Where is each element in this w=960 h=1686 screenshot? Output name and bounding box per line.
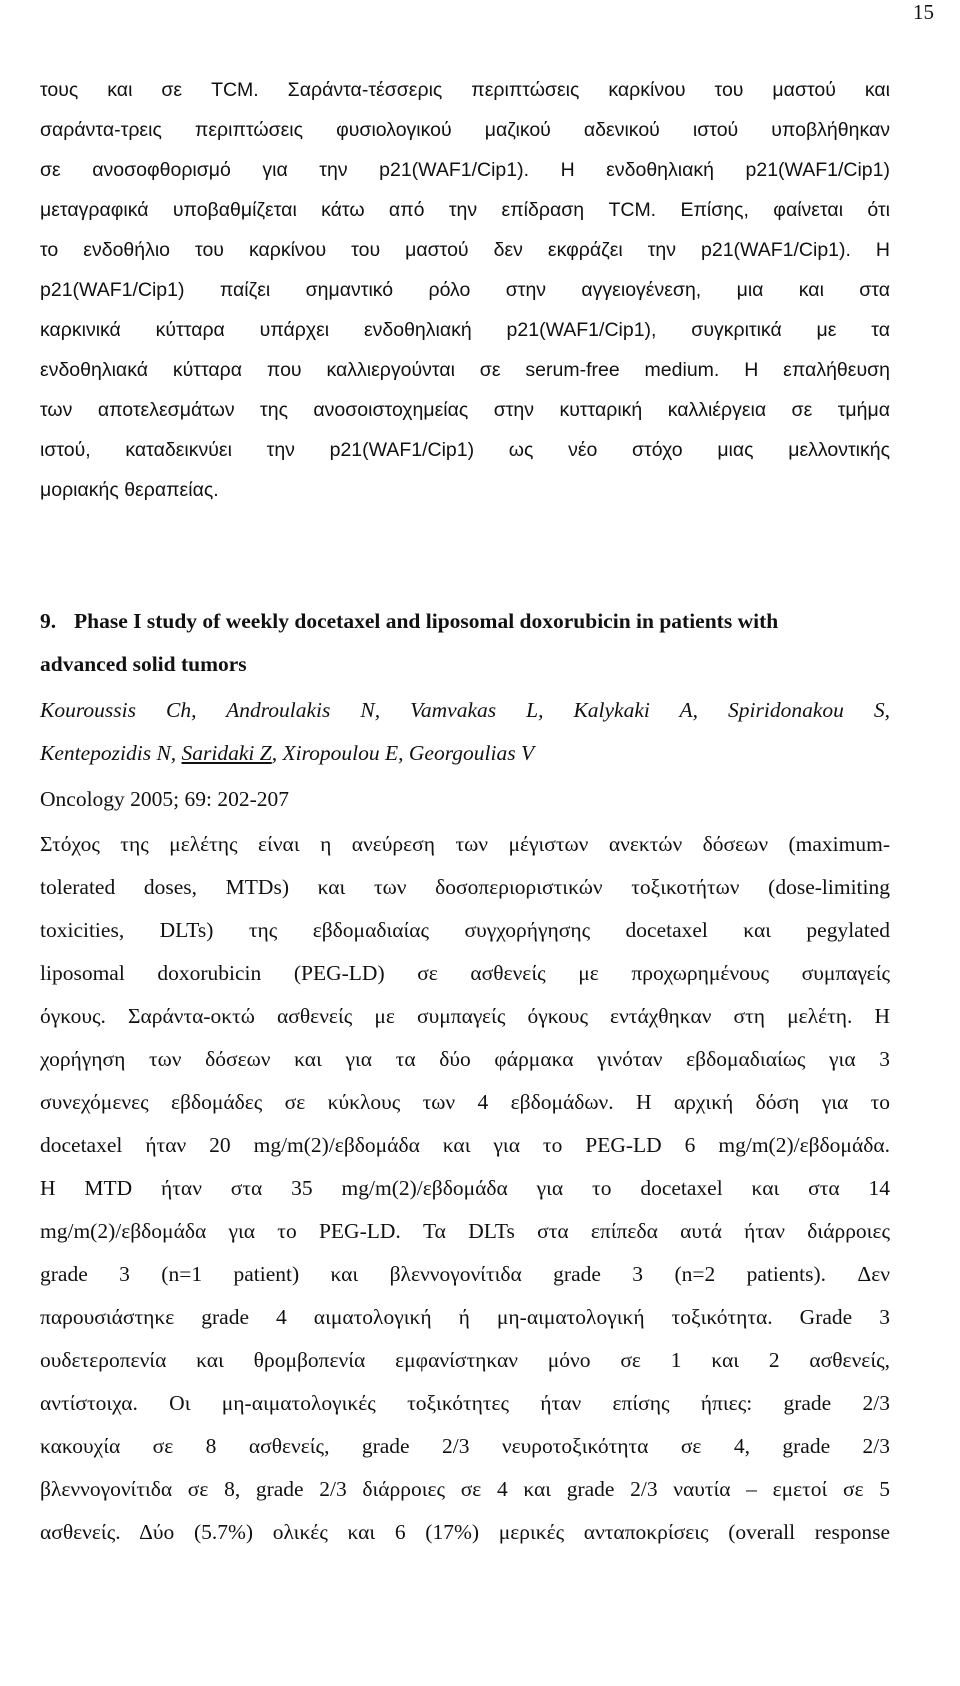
authors-text: Kentepozidis N, bbox=[40, 741, 182, 765]
abstract-line: grade 3 (n=1 patient) και βλεννογονίτιδα grade 3 (n=2 patients). Δεν bbox=[40, 1262, 890, 1286]
abstract-line: tolerated doses, MTDs) και των δοσοπεριοριστικών τοξικοτήτων (dose-limiting bbox=[40, 875, 890, 899]
abstract-line: liposomal doxorubicin (PEG-LD) σε ασθενείς με προχωρημένους συμπαγείς bbox=[40, 961, 890, 985]
abstract-line: ασθενείς. Δύο (5.7%) ολικές και 6 (17%) μερικές ανταποκρίσεις (overall response bbox=[40, 1520, 890, 1544]
citation: Oncology 2005; 69: 202-207 bbox=[40, 787, 290, 811]
abstract-line: βλεννογονίτιδα σε 8, grade 2/3 διάρροιες σε 4 και grade 2/3 ναυτία – εμετοί σε 5 bbox=[40, 1477, 890, 1501]
section-title: Phase I study of weekly docetaxel and liposomal doxorubicin in patients with bbox=[74, 609, 779, 633]
paragraph-line: το ενδοθήλιο του καρκίνου του μαστού δεν εκφράζει την p21(WAF1/Cip1). Η bbox=[40, 239, 890, 261]
authors-line bbox=[40, 738, 890, 768]
paragraph-line: ενδοθηλιακά κύτταρα που καλλιεργούνται σε serum-free medium. Η επαλήθευση bbox=[40, 359, 890, 381]
paragraph-line: ιστού, καταδεικνύει την p21(WAF1/Cip1) ως νέο στόχο μιας μελλοντικής bbox=[40, 439, 890, 461]
abstract-line: mg/m(2)/εβδομάδα για το PEG-LD. Τα DLTs στα επίπεδα αυτά ήταν διάρροιες bbox=[40, 1219, 890, 1243]
abstract-line: παρουσιάστηκε grade 4 αιματολογική ή μη-αιματολογική τοξικότητα. Grade 3 bbox=[40, 1305, 890, 1329]
abstract-line: χορήγηση των δόσεων και για τα δύο φάρμακα γινόταν εβδομαδιαίως για 3 bbox=[40, 1047, 890, 1071]
abstract-line: toxicities, DLTs) της εβδομαδιαίας συγχορήγησης docetaxel και pegylated bbox=[40, 918, 890, 942]
authors-line: Kouroussis Ch, Androulakis N, Vamvakas L, Kalykaki A, Spiridonakou S, bbox=[40, 698, 890, 722]
abstract-line: Στόχος της μελέτης είναι η ανεύρεση των μέγιστων ανεκτών δόσεων (maximum- bbox=[40, 832, 890, 856]
abstract-line: κακουχία σε 8 ασθενείς, grade 2/3 νευροτοξικότητα σε 4, grade 2/3 bbox=[40, 1434, 890, 1458]
abstract-line: ουδετεροπενία και θρομβοπενία εμφανίστηκαν μόνο σε 1 και 2 ασθενείς, bbox=[40, 1348, 890, 1372]
paragraph-line: p21(WAF1/Cip1) παίζει σημαντικό ρόλο στην αγγειογένεση, μια και στα bbox=[40, 279, 890, 301]
abstract-line: συνεχόμενες εβδομάδες σε κύκλους των 4 εβδομάδων. Η αρχική δόση για το bbox=[40, 1090, 890, 1114]
paragraph-line: τους και σε TCM. Σαράντα-τέσσερις περιπτώσεις καρκίνου του μαστού και bbox=[40, 79, 890, 101]
abstract-line: όγκους. Σαράντα-οκτώ ασθενείς με συμπαγείς όγκους εντάχθηκαν στη μελέτη. Η bbox=[40, 1004, 890, 1028]
section-number: 9. bbox=[40, 609, 57, 633]
paragraph-line: των αποτελεσμάτων της ανοσοιστοχημείας στην κυτταρική καλλιέργεια σε τμήμα bbox=[40, 399, 890, 421]
paragraph-line: σαράντα-τρεις περιπτώσεις φυσιολογικού μαζικού αδενικού ιστού υποβλήθηκαν bbox=[40, 119, 890, 141]
abstract-line: αντίστοιχα. Οι μη-αιματολογικές τοξικότητες ήταν επίσης ήπιες: grade 2/3 bbox=[40, 1391, 890, 1415]
section-title-continued: advanced solid tumors bbox=[40, 652, 247, 676]
abstract-line: docetaxel ήταν 20 mg/m(2)/εβδομάδα και για το PEG-LD 6 mg/m(2)/εβδομάδα. bbox=[40, 1133, 890, 1157]
authors-text: , Xiropoulou E, Georgoulias V bbox=[271, 741, 535, 765]
highlighted-author: Saridaki Z bbox=[181, 741, 272, 765]
paragraph-line: καρκινικά κύτταρα υπάρχει ενδοθηλιακή p21(WAF1/Cip1), συγκριτικά με τα bbox=[40, 319, 890, 341]
paragraph-line: μοριακής θεραπείας. bbox=[40, 479, 219, 501]
paragraph-line: μεταγραφικά υποβαθμίζεται κάτω από την επίδραση TCM. Επίσης, φαίνεται ότι bbox=[40, 199, 890, 221]
page-number: 15 bbox=[913, 0, 934, 24]
section-heading bbox=[40, 606, 890, 636]
paragraph-line: σε ανοσοφθορισμό για την p21(WAF1/Cip1). Η ενδοθηλιακή p21(WAF1/Cip1) bbox=[40, 159, 890, 181]
abstract-line: Η MTD ήταν στα 35 mg/m(2)/εβδομάδα για το docetaxel και στα 14 bbox=[40, 1176, 890, 1200]
